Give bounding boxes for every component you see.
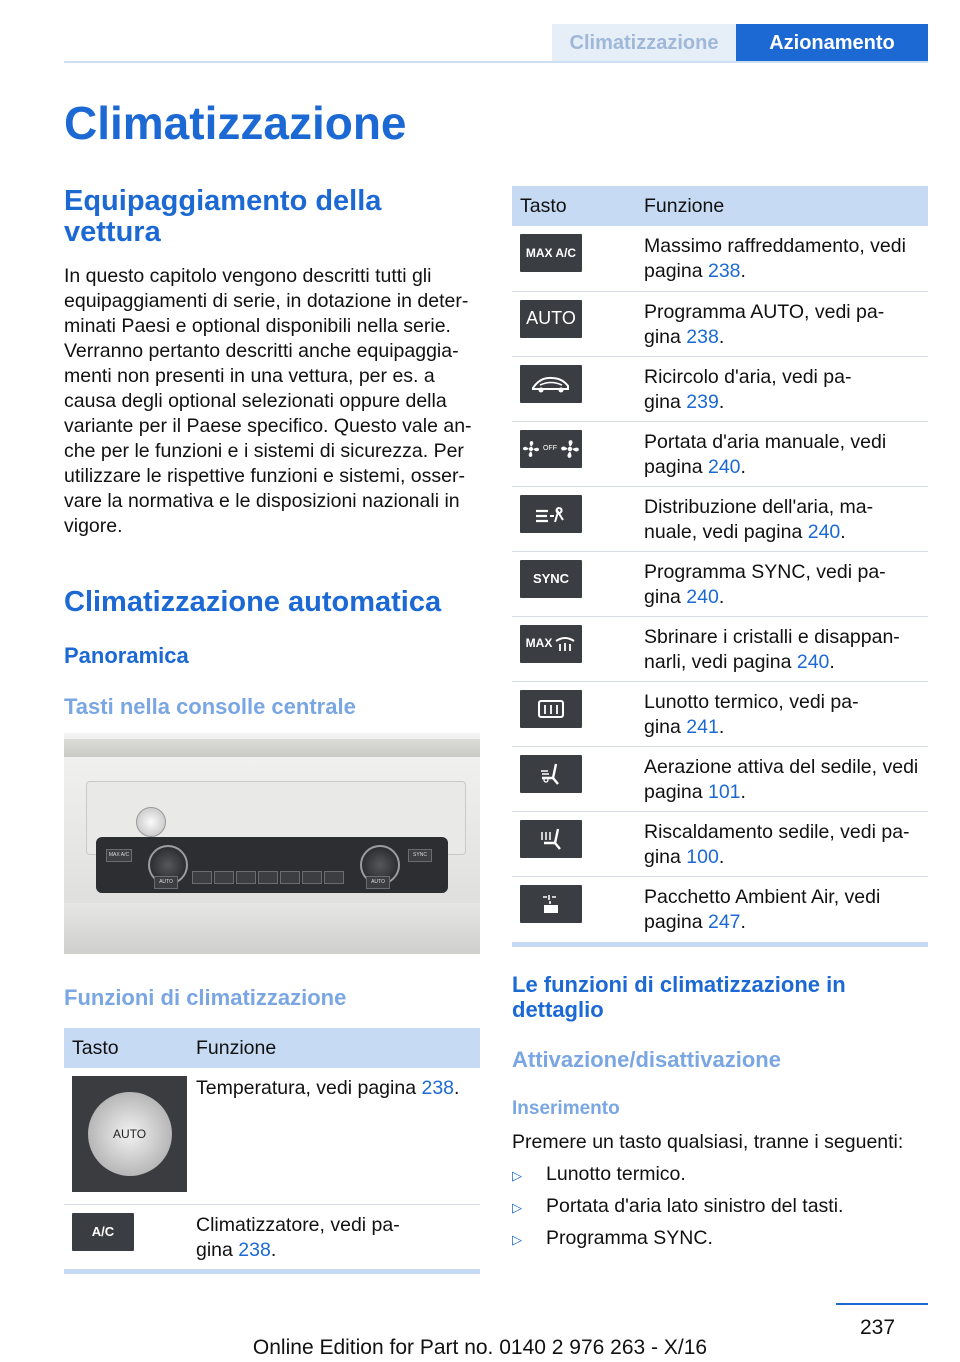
rear-window-heating-key-icon <box>520 690 582 728</box>
table-row: MAX A/C Massimo raffreddamento, vedi pagina 238. <box>512 226 928 291</box>
photo-key-icon <box>192 871 212 884</box>
list-item: ▷ Lunotto termico. <box>512 1162 686 1188</box>
bullet-triangle-icon: ▷ <box>512 1168 522 1183</box>
page-link[interactable]: 240 <box>796 650 830 673</box>
air-distribution-key-icon <box>520 495 582 533</box>
page-link[interactable]: 238 <box>707 260 741 282</box>
table-row: Aerazione attiva del sedile, vedi pagina 101. <box>512 746 928 811</box>
equipment-paragraph: In questo capitolo vengono descritti tutti gli equipaggiamenti di serie, in dotazione in deter‐ minati Paesi e optional disponibili nella serie. Verranno pertanto descritti anche equipaggia‐ menti non presenti in una vettura, per es. a causa degli optional selezionati oppure della variante per il Paese specifico. Questo vale an‐ che per le funzioni e i sistemi di sicurezza. Per utilizzare le rispettive funzioni e sistemi, osser‐ vare la normativa e le disposizioni nazionali in vigore. <box>64 265 472 537</box>
table-header-row <box>512 186 928 226</box>
table-row: AUTO Programma AUTO, vedi pa‐ gina 238. <box>512 291 928 356</box>
console-photo <box>64 733 480 954</box>
header-rule <box>64 61 928 63</box>
climate-functions-heading: Funzioni di climatizzazione <box>64 985 347 1010</box>
page-link[interactable]: 241 <box>686 715 719 738</box>
equipment-heading: Equipaggiamento della vettura <box>64 185 382 248</box>
temperature-function-text: Temperatura, vedi pagina 238. <box>188 1068 480 1204</box>
page-link-238[interactable]: 238 <box>238 1238 271 1261</box>
page-link[interactable]: 100 <box>686 845 719 868</box>
footer-rule <box>836 1303 928 1305</box>
photo-key-icon <box>214 871 234 884</box>
table-row: SYNC Programma SYNC, vedi pa‐ gina 240. <box>512 551 928 616</box>
ambient-air-key-icon <box>520 885 582 923</box>
seat-ventilation-key-icon <box>520 755 582 793</box>
max-defrost-key-icon: MAX <box>520 625 582 663</box>
photo-key-icon <box>302 871 322 884</box>
table-row <box>64 1204 480 1270</box>
list-item: ▷ Portata d'aria lato sinistro del tasti. <box>512 1194 843 1220</box>
photo-key-icon <box>258 871 278 884</box>
auto-climate-heading: Climatizzazione automatica <box>64 586 442 618</box>
ac-function-text: Climatizzatore, vedi pa‐ gina 238. <box>196 1213 400 1261</box>
col-key-header: Tasto <box>64 1028 188 1068</box>
max-ac-key-icon: MAX A/C <box>520 234 582 272</box>
table-row: MAX Sbrinare i cristalli e disappan‐ narli, vedi pagina 240. <box>512 616 928 681</box>
table-row: Distribuzione dell'aria, ma‐ nuale, vedi pagina 240. <box>512 486 928 551</box>
bullet-triangle-icon: ▷ <box>512 1232 522 1247</box>
on-off-heading: Attivazione/disattivazione <box>512 1047 781 1072</box>
photo-key-icon <box>236 871 256 884</box>
table-header-row <box>64 1028 480 1068</box>
chapter-title: Climatizzazione <box>64 97 407 149</box>
header-section-tab: Climatizzazione <box>552 24 736 62</box>
auto-key-icon: AUTO <box>520 300 582 338</box>
table-row: Lunotto termico, vedi pa‐ gina 241. <box>512 681 928 746</box>
page-link-238[interactable]: 238 <box>421 1077 455 1099</box>
list-item: ▷ Programma SYNC. <box>512 1226 713 1252</box>
col-key-header: Tasto <box>512 186 636 226</box>
left-table-bottom-bar <box>64 1269 480 1274</box>
photo-sync-button: SYNC <box>408 849 432 862</box>
page-number: 237 <box>860 1316 896 1339</box>
right-functions-table <box>512 186 928 941</box>
photo-key-icon <box>280 871 300 884</box>
temperature-knob-icon <box>72 1076 187 1192</box>
table-row <box>64 1068 480 1204</box>
page-link[interactable]: 238 <box>686 325 719 348</box>
seat-heating-key-icon <box>520 820 582 858</box>
bullet-triangle-icon: ▷ <box>512 1200 522 1215</box>
col-function-header: Funzione <box>188 1028 480 1068</box>
switch-on-text: Premere un tasto qualsiasi, tranne i seguenti: <box>512 1131 904 1153</box>
ac-key-icon: A/C <box>72 1213 134 1251</box>
table-row: Riscaldamento sedile, vedi pa‐ gina 100. <box>512 811 928 876</box>
console-keys-heading: Tasti nella consolle centrale <box>64 694 356 719</box>
page-link[interactable]: 240 <box>707 455 741 478</box>
recirculation-key-icon <box>520 365 582 403</box>
photo-auto-right-button: AUTO <box>366 876 390 889</box>
col-function-header: Funzione <box>636 186 928 226</box>
header-chapter-tab: Azionamento <box>736 24 928 62</box>
details-heading: Le funzioni di climatizzazione in dettaglio <box>512 972 846 1022</box>
table-row: OFF Portata d'aria manuale, vedi pagina 240. <box>512 421 928 486</box>
volume-knob-icon <box>136 807 166 837</box>
page-link[interactable]: 240 <box>686 585 719 608</box>
page-link[interactable]: 239 <box>686 390 719 413</box>
left-functions-table <box>64 1028 480 1270</box>
overview-heading: Panoramica <box>64 643 189 668</box>
sync-key-icon: SYNC <box>520 560 582 598</box>
footer-edition: Online Edition for Part no. 0140 2 976 263 - X/16 <box>252 1336 708 1359</box>
fan-speed-key-icon: OFF <box>520 430 582 468</box>
page-link[interactable]: 240 <box>807 520 841 543</box>
table-row: Pacchetto Ambient Air, vedi pagina 247. <box>512 876 928 941</box>
page-link[interactable]: 101 <box>707 780 741 803</box>
page-link[interactable]: 247 <box>707 910 741 933</box>
photo-max-ac-button: MAX A/C <box>106 849 132 862</box>
table-row: Ricircolo d'aria, vedi pa‐ gina 239. <box>512 356 928 421</box>
knob-auto-label: AUTO <box>112 1126 147 1141</box>
switch-on-heading: Inserimento <box>512 1098 620 1119</box>
photo-key-icon <box>324 871 344 884</box>
right-table-bottom-bar <box>512 942 928 947</box>
photo-auto-button: AUTO <box>154 876 178 889</box>
